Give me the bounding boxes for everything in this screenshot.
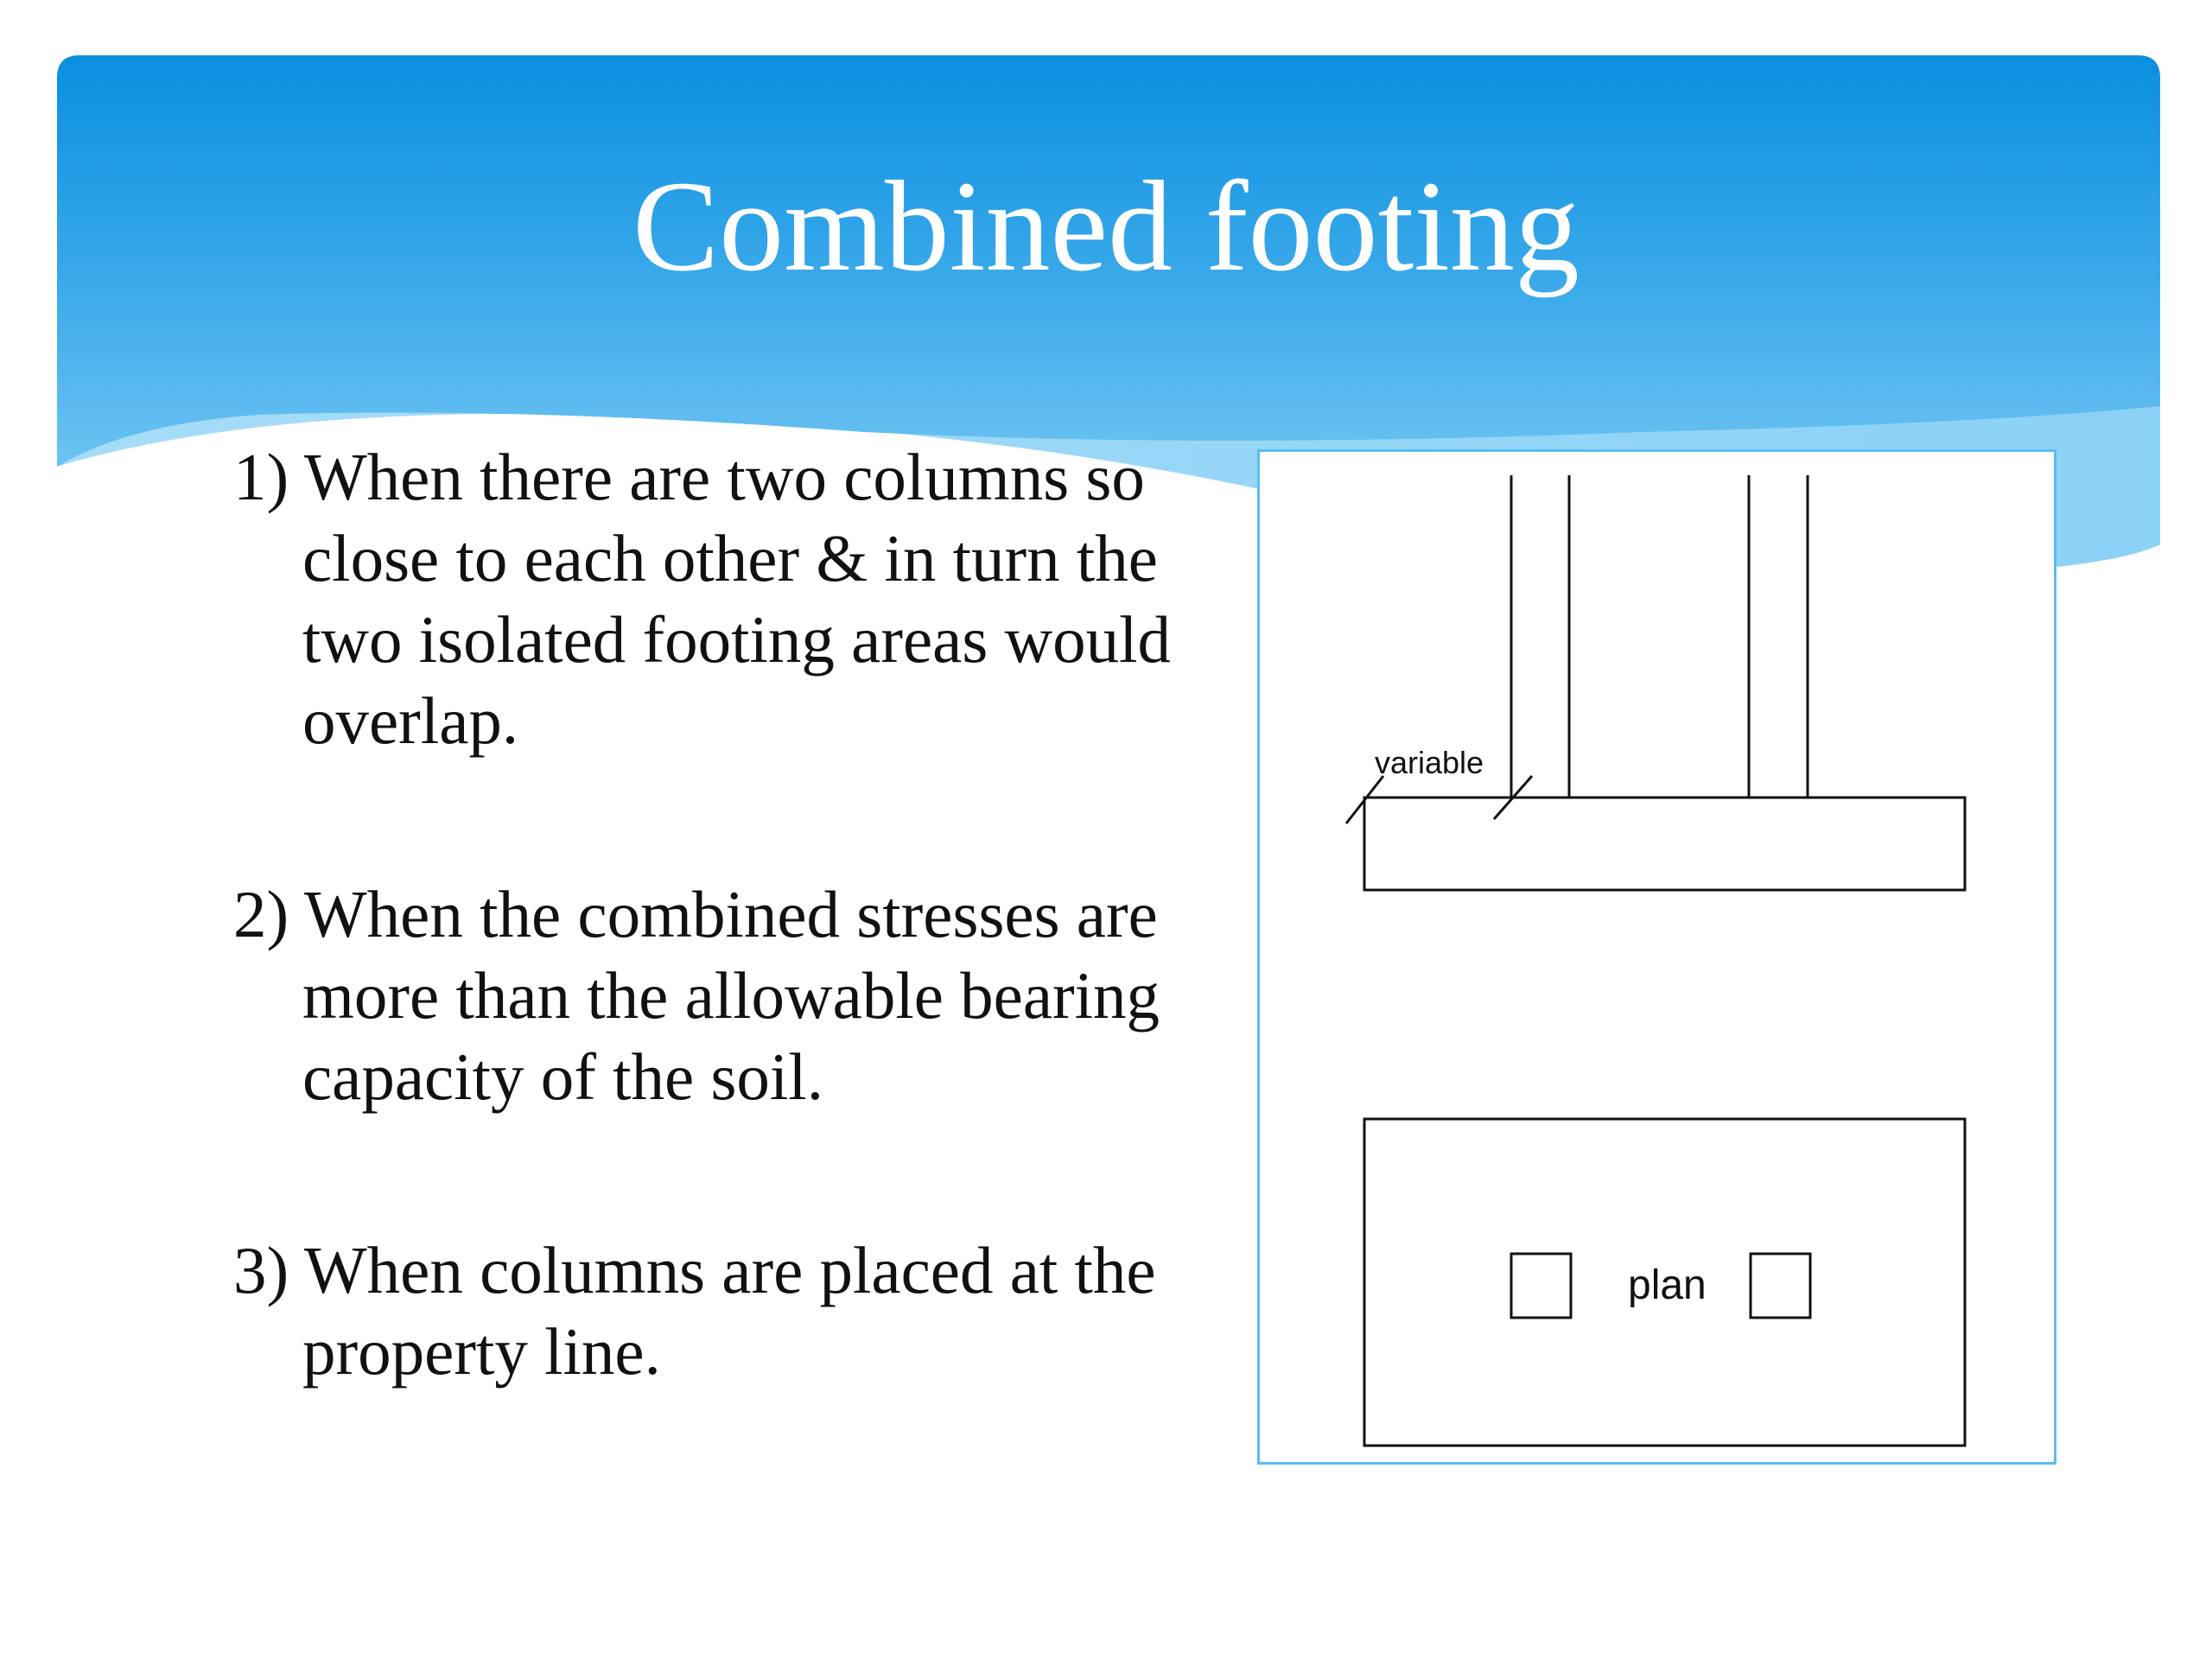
slide-title: Combined footing: [632, 155, 1580, 298]
list-item: 1) When there are two columns so close to each other & in turn the two isolated footing areas would overlap.: [233, 440, 1172, 758]
footing-diagram: [1260, 452, 2054, 1462]
list-item: 3) When columns are placed at the property line.: [233, 1233, 1156, 1389]
dimension-label: variable: [1375, 745, 1484, 780]
plan-label: plan: [1628, 1262, 1707, 1308]
list-item: 2) When the combined stresses are more than the allowable bearing capacity of the soil.: [233, 877, 1160, 1114]
column-2-plan: [1751, 1254, 1810, 1318]
column-1-plan: [1511, 1254, 1571, 1318]
bullet-list: [233, 436, 1262, 1392]
footing-elevation: [1364, 798, 1965, 890]
footing-diagram-panel: [1257, 449, 2056, 1465]
